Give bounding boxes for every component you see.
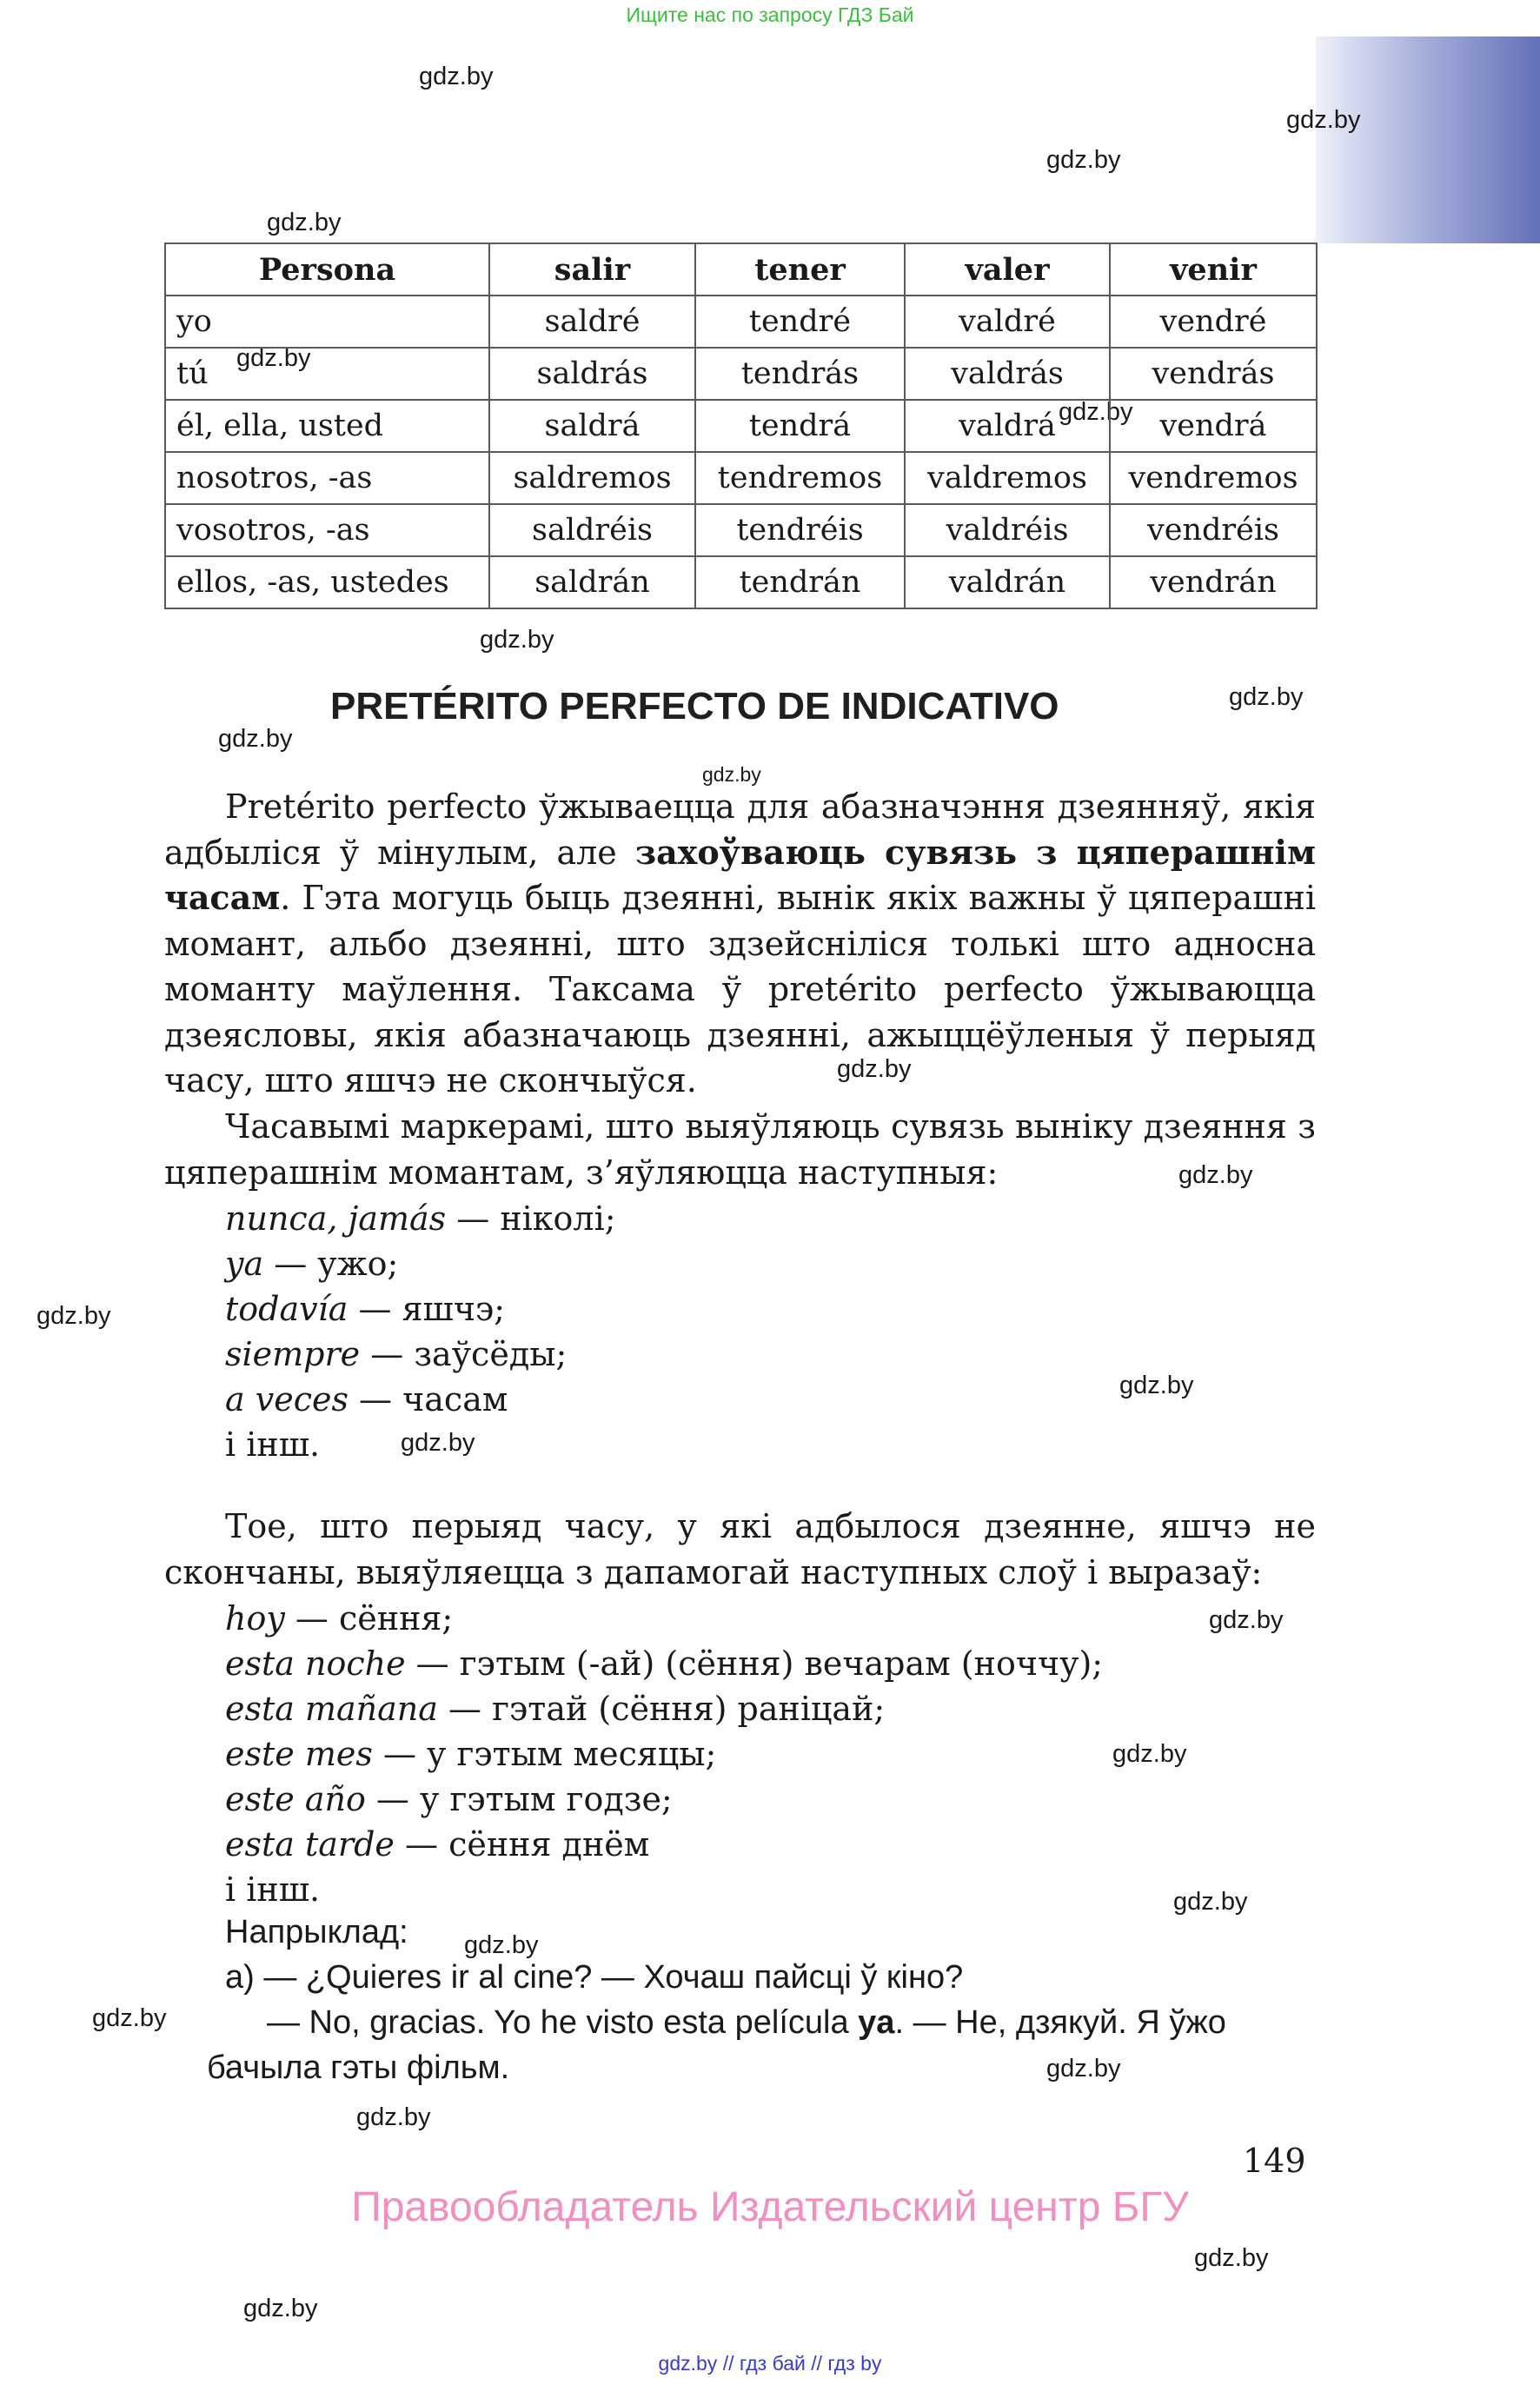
table-cell: tendré — [695, 296, 905, 348]
marker-term: a veces — [225, 1380, 348, 1418]
table-cell: vendré — [1110, 296, 1317, 348]
table-cell: valdréis — [905, 504, 1110, 556]
footer-links[interactable]: gdz.by // гдз бай // гдз by — [658, 2352, 882, 2375]
marker-term: esta mañana — [225, 1690, 438, 1728]
table-cell: él, ella, usted — [165, 400, 489, 452]
watermark: gdz.by — [1112, 1740, 1187, 1768]
watermark: gdz.by — [1194, 2244, 1269, 2272]
table-row — [165, 504, 1317, 556]
table-cell: saldréis — [489, 504, 695, 556]
table-row — [165, 296, 1317, 348]
column-header: valer — [905, 243, 1110, 296]
page-corner-tab — [1316, 37, 1540, 243]
table-cell: valdré — [905, 296, 1110, 348]
list-item — [225, 1335, 567, 1373]
marker-meaning: — гэтай (сёння) раніцай; — [437, 1690, 886, 1728]
list-item — [225, 1599, 453, 1638]
watermark: gdz.by — [1286, 106, 1361, 134]
table-cell: vosotros, -as — [165, 504, 489, 556]
copyright-notice: Правообладатель Издательский центр БГУ — [351, 2184, 1189, 2230]
table-cell: vendrá — [1110, 400, 1317, 452]
watermark: gdz.by — [1229, 683, 1304, 711]
example-label: Напрыклад: — [225, 1914, 408, 1950]
watermark: gdz.by — [401, 1429, 475, 1457]
table-cell: saldrás — [489, 348, 695, 400]
watermark: gdz.by — [356, 2103, 431, 2131]
table-cell: valdrá — [905, 400, 1110, 452]
example-emphasis: ya — [858, 2004, 895, 2041]
table-cell: vendremos — [1110, 452, 1317, 504]
table-cell: saldremos — [489, 452, 695, 504]
list-item — [225, 1199, 616, 1238]
watermark: gdz.by — [1046, 146, 1121, 174]
table-cell: saldré — [489, 296, 695, 348]
watermark: gdz.by — [464, 1931, 539, 1959]
list-item — [225, 1380, 508, 1418]
marker-term: nunca, jamás — [225, 1199, 447, 1238]
paragraph-markers: Часавымі маркерамі, што выяўляюць сувязь выніку дзеяння з цяперашнім момантам, з’яўляюцца наступныя: — [164, 1107, 1316, 1192]
paragraph-text: . Гэта могуць быць дзеянні, вынік якіх важны ў цяперашні момант, альбо дзеянні, што здзейсніліся толькі што адносна моманту маўлення. Таксама ў pretérito perfecto ўжываюцца дзеясловы, якія абазначаюць дзеянні, ажыццёўленыя ў перыяд часу, што яшчэ не скончыўся. — [164, 879, 1316, 1099]
watermark: gdz.by — [218, 725, 293, 753]
marker-term: ya — [225, 1245, 264, 1283]
watermark: gdz.by — [37, 1302, 111, 1330]
list-item — [225, 1780, 673, 1818]
table-cell: tendrá — [695, 400, 905, 452]
table-cell: tú — [165, 348, 489, 400]
watermark: gdz.by — [1178, 1161, 1253, 1189]
marker-meaning: — часам — [348, 1380, 508, 1418]
table-cell: saldrán — [489, 556, 695, 608]
marker-term: esta noche — [225, 1644, 406, 1683]
table-row — [165, 452, 1317, 504]
example-line — [267, 2004, 1226, 2042]
watermark: gdz.by — [1209, 1606, 1284, 1634]
list-item — [225, 1735, 716, 1773]
marker-meaning: — ужо; — [263, 1245, 399, 1283]
paragraph-intro — [164, 784, 1316, 1104]
conjugation-table — [164, 242, 1318, 609]
marker-term: siempre — [225, 1335, 361, 1373]
list-etc: і інш. — [225, 1870, 321, 1909]
table-cell: vendréis — [1110, 504, 1317, 556]
marker-meaning: — яшчэ; — [348, 1290, 506, 1328]
watermark: gdz.by — [92, 2004, 167, 2032]
marker-meaning: — у гэтым годзе; — [365, 1780, 673, 1818]
example-line: а) — ¿Quieres ir al cine? — Хочаш пайсці ў кіно? — [225, 1959, 964, 1996]
marker-term: este año — [225, 1780, 366, 1818]
page-number: 149 — [1243, 2142, 1306, 2180]
column-header: tener — [695, 243, 905, 296]
watermark: gdz.by — [419, 63, 494, 90]
top-banner: Ищите нас по запросу ГДЗ Бай — [626, 3, 914, 26]
table-cell: nosotros, -as — [165, 452, 489, 504]
watermark: gdz.by — [1119, 1372, 1194, 1399]
marker-term: todavía — [225, 1290, 348, 1328]
table-row — [165, 348, 1317, 400]
list-etc: і інш. — [225, 1425, 321, 1464]
table-cell: tendremos — [695, 452, 905, 504]
list-item — [225, 1245, 398, 1283]
watermark: gdz.by — [1173, 1888, 1248, 1916]
marker-meaning: — ніколі; — [446, 1199, 616, 1238]
table-cell: saldrá — [489, 400, 695, 452]
marker-meaning: — у гэтым месяцы; — [372, 1735, 717, 1773]
example-line: бачыла гэты фільм. — [207, 2050, 510, 2086]
marker-meaning: — сёння днём — [394, 1825, 650, 1863]
watermark: gdz.by — [267, 209, 342, 236]
column-header: Persona — [165, 243, 489, 296]
watermark: gdz.by — [702, 763, 761, 786]
table-cell: vendrás — [1110, 348, 1317, 400]
table-row — [165, 556, 1317, 608]
watermark: gdz.by — [1059, 398, 1133, 426]
list-item — [225, 1644, 1103, 1683]
paragraph-period: Тое, што перыяд часу, у які адбылося дзеянне, яшчэ не скончаны, выяўляецца з дапамогай наступных слоў і выразаў: — [164, 1507, 1316, 1591]
marker-meaning: — гэтым (-ай) (сёння) вечарам (ноччу); — [405, 1644, 1104, 1683]
marker-term: esta tarde — [225, 1825, 395, 1863]
table-cell: vendrán — [1110, 556, 1317, 608]
column-header: salir — [489, 243, 695, 296]
table-cell: valdremos — [905, 452, 1110, 504]
list-item — [225, 1825, 649, 1863]
table-cell: tendrán — [695, 556, 905, 608]
table-cell: tendréis — [695, 504, 905, 556]
watermark: gdz.by — [1046, 2055, 1121, 2083]
marker-meaning: — заўсёды; — [360, 1335, 568, 1373]
table-cell: valdrán — [905, 556, 1110, 608]
marker-term: hoy — [225, 1599, 285, 1638]
list-item — [225, 1290, 505, 1328]
paragraph-text: Pretérito perfecto ўжываецца для абазначэння дзеянняў, якія адбыліся ў мінулым, але — [164, 787, 1316, 872]
section-title: PRETÉRITO PERFECTO DE INDICATIVO — [330, 685, 1059, 727]
marker-term: este mes — [225, 1735, 373, 1773]
table-row — [165, 400, 1317, 452]
table-cell: ellos, -as, ustedes — [165, 556, 489, 608]
watermark: gdz.by — [243, 2295, 318, 2322]
table-cell: valdrás — [905, 348, 1110, 400]
watermark: gdz.by — [837, 1055, 912, 1083]
example-text: — No, gracias. Yo he visto esta película — [267, 2004, 859, 2041]
example-text: . — Не, дзякуй. Я ўжо — [894, 2004, 1226, 2041]
paragraph-emphasis: захоўваюць сувязь з цяперашнім часам — [164, 832, 1316, 917]
watermark: gdz.by — [236, 344, 311, 372]
column-header: venir — [1110, 243, 1317, 296]
table-cell: tendrás — [695, 348, 905, 400]
marker-meaning: — сёння; — [284, 1599, 454, 1638]
table-cell: yo — [165, 296, 489, 348]
list-item — [225, 1690, 885, 1728]
table-header-row — [165, 243, 1317, 296]
watermark: gdz.by — [480, 626, 554, 654]
